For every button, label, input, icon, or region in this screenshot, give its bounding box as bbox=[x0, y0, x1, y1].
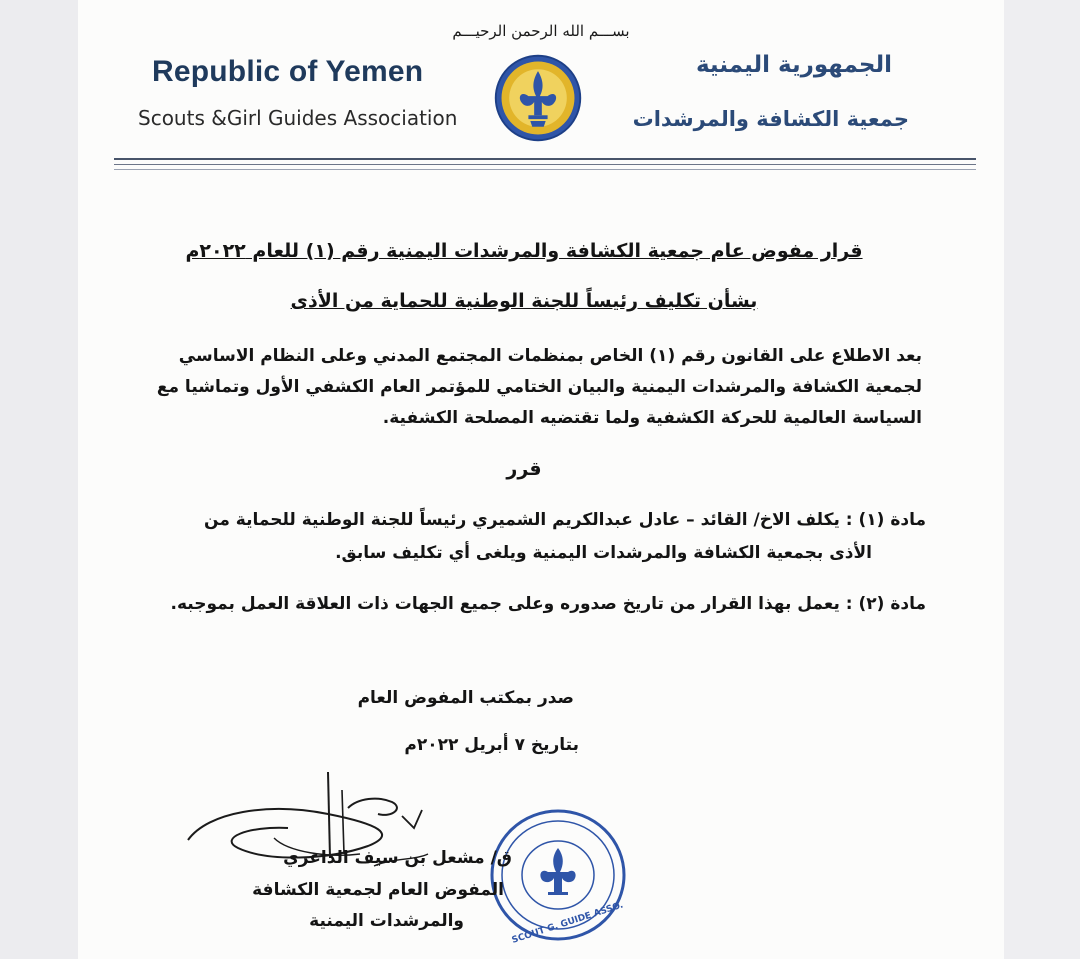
seal-stamp-icon bbox=[478, 800, 638, 950]
signatory-title: والمرشدات اليمنية bbox=[309, 911, 464, 931]
decree-title: قرار مفوض عام جمعية الكشافة والمرشدات اليمنية رقم (١) للعام ٢٠٢٢م bbox=[185, 240, 863, 262]
background-right bbox=[1004, 0, 1080, 959]
scout-emblem-icon bbox=[490, 48, 586, 148]
resolved-heading: قرر bbox=[506, 458, 542, 480]
arabic-title: الجمهورية اليمنية bbox=[695, 52, 892, 78]
stamp-text: SCOUT G. GUIDE ASSO. bbox=[510, 900, 625, 946]
header-rule bbox=[114, 169, 976, 170]
preamble-line: لجمعية الكشافة والمرشدات اليمنية والبيان الختامي للمؤتمر العام الكشفي الأول وتماشيا مع bbox=[156, 377, 922, 397]
preamble-line: السياسة العالمية للحركة الكشفية ولما تقتضيه المصلحة الكشفية. bbox=[382, 408, 922, 428]
document-page bbox=[78, 0, 1004, 959]
article-2-line: مادة (٢) : يعمل بهذا القرار من تاريخ صدوره وعلى جميع الجهات ذات العلاقة العمل بموجبه. bbox=[170, 594, 926, 614]
header-rule bbox=[114, 164, 976, 165]
signatory-title: المفوض العام لجمعية الكشافة bbox=[252, 880, 504, 900]
preamble-line: بعد الاطلاع على القانون رقم (١) الخاص بمنظمات المجتمع المدني وعلى النظام الاساسي bbox=[178, 346, 922, 366]
english-title: Republic of Yemen bbox=[152, 55, 424, 88]
basmala: بســـم الله الرحمن الرحيـــم bbox=[452, 22, 630, 40]
article-1-line: الأذى بجمعية الكشافة والمرشدات اليمنية ويلغى أي تكليف سابق. bbox=[335, 543, 872, 563]
background-left bbox=[0, 0, 78, 959]
issue-date: بتاريخ ٧ أبريل ٢٠٢٢م bbox=[404, 735, 579, 755]
signatory-name: ق/ مشعل بن سيف الداعري bbox=[283, 848, 512, 868]
decree-subject: بشأن تكليف رئيساً للجنة الوطنية للحماية من الأذى bbox=[290, 290, 758, 312]
arabic-subtitle: جمعية الكشافة والمرشدات bbox=[632, 107, 909, 131]
english-subtitle: Scouts &Girl Guides Association bbox=[138, 106, 458, 130]
article-1-line: مادة (١) : يكلف الاخ/ القائد – عادل عبدالكريم الشميري رئيساً للجنة الوطنية للحماية من bbox=[204, 510, 926, 530]
issued-at: صدر بمكتب المفوض العام bbox=[357, 688, 574, 708]
header-rule bbox=[114, 158, 976, 160]
